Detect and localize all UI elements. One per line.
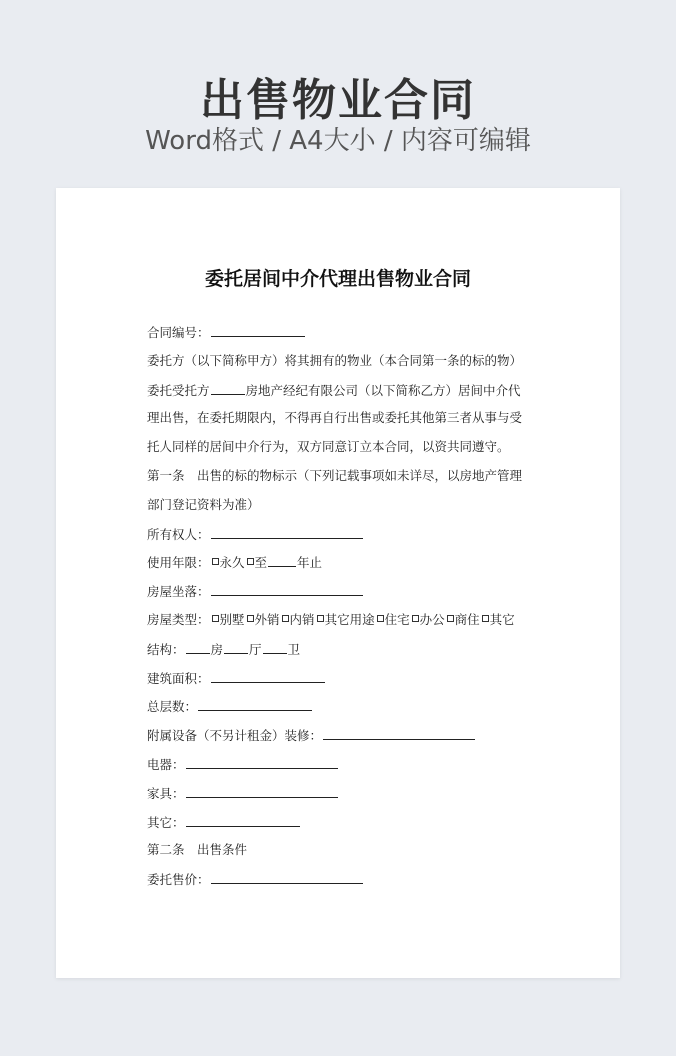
other-line xyxy=(147,812,537,841)
contract-number-line xyxy=(147,322,537,351)
decoration-line xyxy=(147,725,537,754)
checkbox-icon[interactable] xyxy=(212,615,219,622)
term-to: 至 xyxy=(254,555,268,571)
article2-line xyxy=(147,840,537,869)
appliances-blank[interactable] xyxy=(186,754,338,769)
appliances-line xyxy=(147,754,537,783)
type-line xyxy=(147,610,537,639)
price-line xyxy=(147,869,537,898)
area-label: 建筑面积： xyxy=(147,670,210,686)
term-label: 使用年限： xyxy=(147,555,210,571)
owner-line xyxy=(147,524,537,553)
checkbox-icon[interactable] xyxy=(247,558,254,565)
para1-line2-b: 房地产经纪有限公司（以下简称乙方）居间中介代 xyxy=(245,382,521,398)
structure-unit: 房 xyxy=(210,641,224,657)
furniture-label: 家具： xyxy=(147,785,185,801)
baths-blank[interactable] xyxy=(263,639,287,654)
paragraph-line xyxy=(147,437,537,466)
decoration-blank[interactable] xyxy=(323,725,475,740)
type-label: 房屋类型： xyxy=(147,611,210,627)
floors-blank[interactable] xyxy=(198,696,312,711)
owner-blank[interactable] xyxy=(211,524,363,539)
decoration-label: 附属设备（不另计租金）装修： xyxy=(147,728,323,744)
article1-line2: 部门登记资料为准） xyxy=(147,496,260,512)
article-line xyxy=(147,466,537,495)
checkbox-icon[interactable] xyxy=(247,615,254,622)
type-option: 外销 xyxy=(254,611,280,627)
type-option: 商住 xyxy=(454,611,480,627)
contract-number-blank[interactable] xyxy=(211,322,305,337)
term-permanent: 永久 xyxy=(219,555,245,571)
type-option: 住宅 xyxy=(384,611,410,627)
para1-line3: 理出售，在委托期限内，不得再自行出售或委托其他第三者从事与受 xyxy=(147,410,523,426)
article2-heading: 第二条 出售条件 xyxy=(147,842,248,858)
other-label: 其它： xyxy=(147,814,185,830)
structure-label: 结构： xyxy=(147,641,185,657)
document-title: 委托居间中介代理出售物业合同 xyxy=(204,268,471,290)
term-year-end: 年止 xyxy=(297,555,323,571)
type-option: 办公 xyxy=(419,611,445,627)
checkbox-icon[interactable] xyxy=(482,615,489,622)
agent-name-blank[interactable] xyxy=(211,380,245,395)
appliances-label: 电器： xyxy=(147,756,185,772)
area-blank[interactable] xyxy=(211,668,325,683)
paragraph-line xyxy=(147,408,537,437)
document-page xyxy=(56,188,620,978)
price-blank[interactable] xyxy=(211,869,363,884)
checkbox-icon[interactable] xyxy=(447,615,454,622)
price-label: 委托售价： xyxy=(147,872,210,888)
structure-line xyxy=(147,639,537,668)
floors-line xyxy=(147,696,537,725)
furniture-line xyxy=(147,783,537,812)
document-body xyxy=(147,322,537,898)
type-option: 其它 xyxy=(489,611,515,627)
checkbox-icon[interactable] xyxy=(212,558,219,565)
type-option: 内销 xyxy=(289,611,315,627)
location-line xyxy=(147,581,537,610)
structure-unit: 厅 xyxy=(249,641,262,657)
location-label: 房屋坐落： xyxy=(147,584,210,600)
structure-unit: 卫 xyxy=(287,641,301,657)
other-blank[interactable] xyxy=(186,812,300,827)
article-line xyxy=(147,495,537,524)
checkbox-icon[interactable] xyxy=(412,615,419,622)
paragraph-line xyxy=(147,380,537,409)
area-line xyxy=(147,668,537,697)
furniture-blank[interactable] xyxy=(186,783,338,798)
banner-title: 出售物业合同 xyxy=(200,75,476,126)
halls-blank[interactable] xyxy=(224,639,248,654)
para1-line4: 托人同样的居间中介行为，双方同意订立本合同，以资共同遵守。 xyxy=(147,439,510,455)
checkbox-icon[interactable] xyxy=(377,615,384,622)
floors-label: 总层数： xyxy=(147,699,198,715)
type-option: 其它用途 xyxy=(324,611,375,627)
checkbox-icon[interactable] xyxy=(282,615,289,622)
rooms-blank[interactable] xyxy=(186,639,210,654)
contract-number-label: 合同编号： xyxy=(147,325,210,340)
para1-line1: 委托方（以下简称甲方）将其拥有的物业（本合同第一条的标的物） xyxy=(147,352,523,368)
article1-line1: 第一条 出售的标的物标示（下列记载事项如未详尽，以房地产管理 xyxy=(147,467,523,483)
para1-line2-a: 委托受托方 xyxy=(147,382,210,398)
location-blank[interactable] xyxy=(211,581,363,596)
paragraph-line xyxy=(147,351,537,380)
banner-subtitle: Word格式 / A4大小 / 内容可编辑 xyxy=(145,126,531,156)
term-line xyxy=(147,552,537,581)
type-option: 别墅 xyxy=(219,611,245,627)
checkbox-icon[interactable] xyxy=(317,615,324,622)
owner-label: 所有权人： xyxy=(147,526,210,542)
term-year-blank[interactable] xyxy=(268,552,296,567)
